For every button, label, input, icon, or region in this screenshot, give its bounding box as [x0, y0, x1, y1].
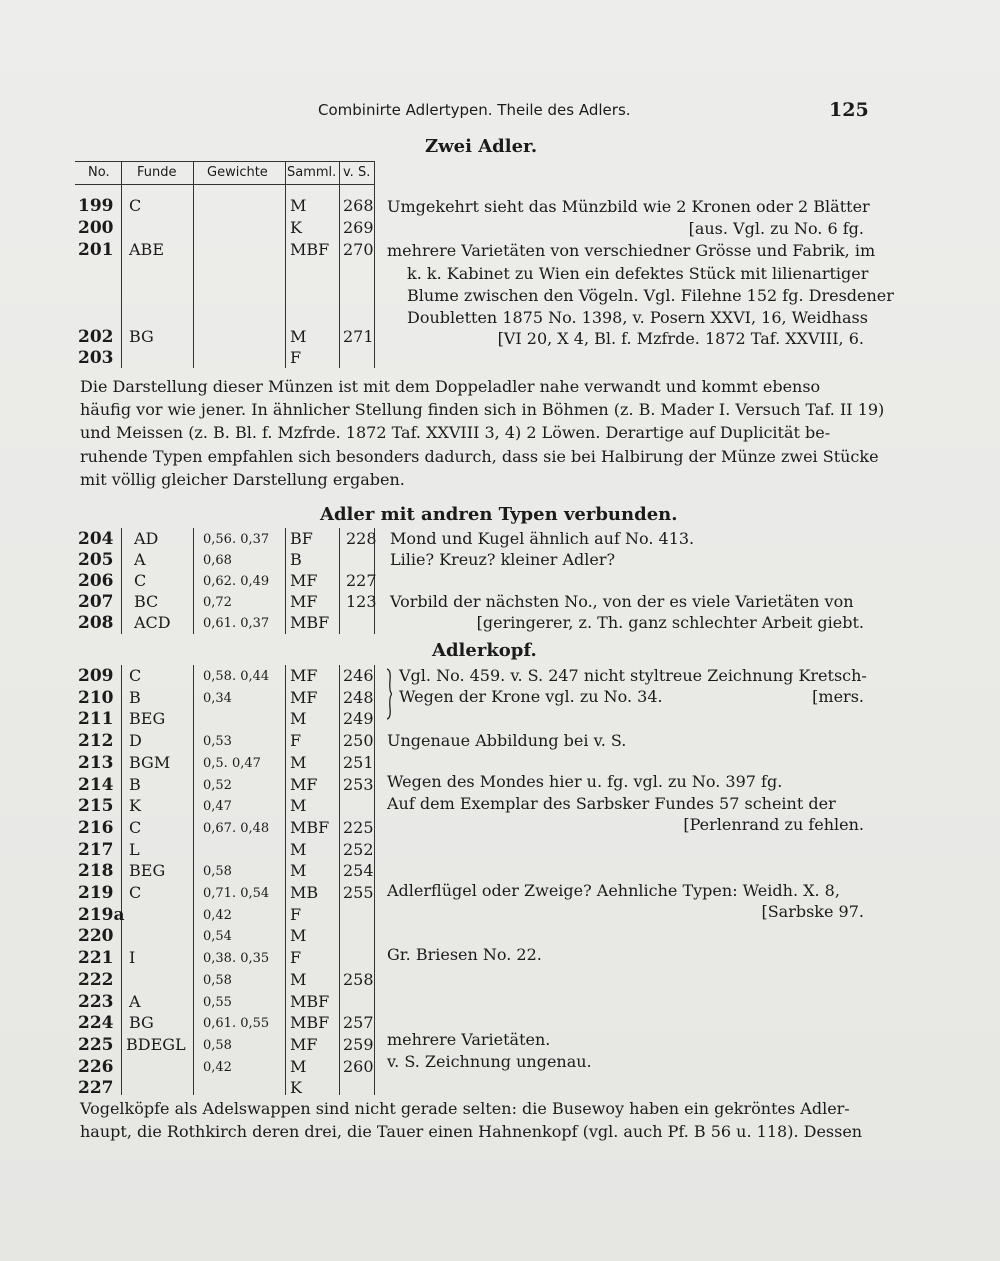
cell-gewichte: 0,34 [203, 690, 232, 706]
cell-no: 201 [78, 240, 114, 260]
cell-samml: MBF [290, 1013, 330, 1033]
cell-funde: C [129, 883, 142, 902]
cell-vs: 269 [343, 218, 374, 237]
note-line: Lilie? Kreuz? kleiner Adler? [390, 550, 616, 569]
running-title: Combinirte Adlertypen. Theile des Adlers. [318, 101, 631, 119]
cell-vs: 246 [343, 666, 374, 685]
note-line: Wegen der Krone vgl. zu No. 34. [399, 687, 663, 706]
cell-funde: C [129, 196, 142, 215]
cell-samml: M [290, 709, 307, 729]
cell-samml: K [290, 1078, 302, 1098]
cell-no: 209 [78, 666, 114, 686]
cell-no: 210 [78, 687, 114, 708]
cell-vs: 258 [343, 969, 374, 989]
cell-gewichte: 0,56. 0,37 [203, 532, 270, 547]
cell-no: 205 [78, 550, 114, 570]
cell-funde: I [129, 948, 136, 968]
note-line: Doubletten 1875 No. 1398, v. Posern XXVI, 16, Weidhass [407, 308, 868, 327]
cell-no: 227 [78, 1078, 114, 1099]
column-rule [121, 528, 122, 634]
note-line: [aus. Vgl. zu No. 6 fg. [688, 219, 864, 238]
cell-samml: M [290, 327, 307, 346]
cell-vs: 250 [343, 731, 374, 751]
cell-no: 219a [78, 904, 125, 925]
cell-vs: 271 [343, 327, 374, 346]
cell-funde: ACD [134, 613, 171, 632]
cell-no: 221 [78, 948, 114, 969]
note-line: [mers. [812, 687, 864, 706]
note-line: Ungenaue Abbildung bei v. S. [387, 731, 627, 750]
column-rule [193, 665, 194, 1095]
cell-vs: 251 [343, 752, 374, 772]
cell-samml: K [290, 218, 302, 237]
cell-vs: 228 [346, 529, 377, 548]
cell-funde: BEG [129, 709, 166, 729]
section-heading: Adlerkopf. [432, 640, 537, 661]
cell-no: 203 [78, 348, 114, 368]
cell-gewichte: 0,5. 0,47 [203, 755, 261, 771]
cell-gewichte: 0,58 [203, 864, 232, 880]
note-line: Vgl. No. 459. v. S. 247 nicht styltreue Zeichnung Kretsch- [399, 666, 867, 685]
note-line: Vorbild der nächsten No., von der es viele Varietäten von [390, 592, 854, 611]
cell-no: 223 [78, 991, 114, 1012]
cell-no: 225 [78, 1034, 114, 1055]
body-paragraph: Vogelköpfe als Adelswappen sind nicht gerade selten: die Busewoy haben ein gekröntes Adler- haupt, die Rothkirch deren drei, die Tauer einen Hahnenkopf (vgl. auch Pf. B 56 u. 118). Dessen [80, 1099, 863, 1142]
cell-samml: F [290, 904, 302, 924]
cell-samml: M [290, 752, 307, 772]
cell-gewichte: 0,58 [203, 972, 232, 988]
cell-no: 213 [78, 752, 114, 773]
cell-no: 220 [78, 926, 114, 947]
cell-no: 214 [78, 774, 114, 795]
cell-vs: 227 [346, 571, 377, 590]
cell-vs: 225 [343, 817, 374, 837]
note-line: [Perlenrand zu fehlen. [683, 815, 864, 834]
cell-samml: M [290, 796, 307, 816]
column-rule [121, 665, 122, 1095]
cell-gewichte: 0,72 [203, 595, 232, 610]
cell-samml: MF [290, 774, 318, 794]
cell-no: 222 [78, 969, 114, 990]
column-rule [374, 161, 375, 368]
cell-funde: AD [134, 529, 159, 548]
note-line: v. S. Zeichnung ungenau. [387, 1052, 592, 1071]
note-line: mehrere Varietäten von verschiedner Grösse und Fabrik, im [387, 241, 876, 260]
column-rule [339, 528, 340, 634]
cell-funde: B [129, 774, 141, 794]
cell-samml: M [290, 969, 307, 989]
cell-vs: 257 [343, 1013, 374, 1033]
cell-no: 202 [78, 327, 114, 347]
cell-vs: 260 [343, 1056, 374, 1076]
cell-gewichte: 0,54 [203, 929, 232, 945]
column-rule [285, 161, 286, 368]
cell-funde: C [129, 817, 142, 837]
note-line: Umgekehrt sieht das Münzbild wie 2 Kronen oder 2 Blätter [387, 197, 870, 216]
body-paragraph: Die Darstellung dieser Münzen ist mit dem Doppeladler nahe verwandt und kommt ebenso häufig vor wie jener. In ähnlicher Stellung finden sich in Böhmen (z. B. Mader I. Versuch Taf. II 19) und Meissen (z. B. Bl. f. Mzfrde. 1872 Taf. XXVIII 3, 4) 2 Löwen. Derartige auf Duplicität be- ruhende Typen empfahlen sich besonders dadurch, dass sie bei Halbirung der Münze zwei Stücke mit völlig gleicher Darstellung ergaben. [80, 377, 885, 489]
cell-gewichte: 0,52 [203, 777, 232, 793]
page-number: 125 [829, 99, 869, 121]
column-header-vs: v. S. [343, 165, 371, 180]
section-heading: Zwei Adler. [425, 136, 538, 157]
cell-gewichte: 0,58 [203, 1037, 232, 1053]
curly-brace-icon [386, 668, 392, 720]
column-rule [285, 665, 286, 1095]
cell-no: 206 [78, 571, 114, 591]
cell-samml: M [290, 839, 307, 859]
cell-samml: MBF [290, 613, 330, 632]
cell-gewichte: 0,67. 0,48 [203, 820, 270, 836]
cell-samml: M [290, 926, 307, 946]
cell-funde: K [129, 796, 141, 816]
cell-samml: MBF [290, 991, 330, 1011]
note-line: [Sarbske 97. [761, 902, 864, 921]
cell-funde: L [129, 839, 140, 859]
cell-gewichte: 0,42 [203, 907, 232, 923]
cell-no: 211 [78, 709, 114, 730]
cell-no: 226 [78, 1056, 114, 1077]
cell-gewichte: 0,62. 0,49 [203, 574, 270, 589]
cell-samml: MF [290, 1034, 318, 1054]
cell-funde: BC [134, 592, 159, 611]
cell-vs: 123 [346, 592, 377, 611]
cell-vs: 252 [343, 839, 374, 859]
cell-samml: BF [290, 529, 313, 548]
cell-vs: 248 [343, 687, 374, 707]
cell-vs: 259 [343, 1034, 374, 1054]
cell-no: 216 [78, 817, 114, 838]
note-line: [VI 20, X 4, Bl. f. Mzfrde. 1872 Taf. XXVIII, 6. [497, 329, 864, 348]
cell-funde: C [134, 571, 147, 590]
note-line: Adlerflügel oder Zweige? Aehnliche Typen: Weidh. X. 8, [387, 881, 840, 900]
cell-vs: 249 [343, 709, 374, 729]
cell-samml: F [290, 348, 302, 367]
column-rule [374, 665, 375, 1095]
cell-samml: MB [290, 883, 319, 902]
column-rule [285, 528, 286, 634]
column-rule [339, 665, 340, 1095]
cell-funde: BEG [129, 861, 166, 881]
cell-no: 200 [78, 218, 114, 238]
cell-funde: BG [129, 1013, 154, 1033]
column-rule [193, 528, 194, 634]
cell-no: 219 [78, 883, 114, 903]
table-header [75, 161, 374, 185]
cell-samml: MF [290, 687, 318, 707]
cell-funde: B [129, 687, 141, 707]
cell-no: 207 [78, 592, 114, 612]
cell-funde: A [134, 550, 146, 569]
cell-funde: ABE [129, 240, 164, 259]
note-line: Wegen des Mondes hier u. fg. vgl. zu No. 397 fg. [387, 772, 783, 791]
cell-gewichte: 0,61. 0,37 [203, 616, 270, 631]
cell-no: 224 [78, 1013, 114, 1034]
cell-gewichte: 0,68 [203, 553, 232, 568]
column-header-no: No. [88, 165, 110, 180]
cell-no: 215 [78, 796, 114, 817]
cell-no: 208 [78, 613, 114, 633]
column-rule [193, 161, 194, 368]
cell-gewichte: 0,53 [203, 734, 232, 750]
cell-funde: C [129, 666, 142, 685]
column-rule [121, 161, 122, 368]
cell-vs: 268 [343, 196, 374, 215]
note-line: mehrere Varietäten. [387, 1030, 551, 1049]
cell-no: 199 [78, 196, 114, 216]
note-line: Blume zwischen den Vögeln. Vgl. Filehne 152 fg. Dresdener [407, 286, 894, 305]
column-header-gewichte: Gewichte [207, 165, 268, 180]
cell-samml: M [290, 1056, 307, 1076]
cell-samml: MBF [290, 817, 330, 837]
cell-gewichte: 0,58. 0,44 [203, 669, 270, 684]
cell-samml: MBF [290, 240, 330, 259]
cell-samml: MF [290, 666, 318, 685]
cell-gewichte: 0,61. 0,55 [203, 1016, 270, 1032]
note-line: Auf dem Exemplar des Sarbsker Fundes 57 scheint der [387, 794, 836, 813]
note-line: k. k. Kabinet zu Wien ein defektes Stück mit lilienartiger [407, 264, 869, 283]
cell-samml: MF [290, 571, 318, 590]
cell-funde: BDEGL [126, 1034, 186, 1054]
column-header-samml: Samml. [287, 165, 337, 180]
section-heading: Adler mit andren Typen verbunden. [320, 504, 678, 525]
cell-vs: 253 [343, 774, 374, 794]
cell-samml: M [290, 196, 307, 215]
cell-no: 217 [78, 839, 114, 860]
note-line: Mond und Kugel ähnlich auf No. 413. [390, 529, 695, 548]
note-line: [geringerer, z. Th. ganz schlechter Arbeit giebt. [476, 613, 864, 632]
cell-funde: D [129, 731, 142, 751]
cell-vs: 270 [343, 240, 374, 259]
cell-gewichte: 0,55 [203, 994, 232, 1010]
cell-samml: MF [290, 592, 318, 611]
cell-vs: 255 [343, 883, 374, 902]
cell-no: 212 [78, 731, 114, 752]
cell-gewichte: 0,47 [203, 799, 232, 815]
cell-gewichte: 0,42 [203, 1059, 232, 1075]
cell-samml: F [290, 731, 302, 751]
cell-funde: BGM [129, 752, 171, 772]
cell-no: 218 [78, 861, 114, 882]
cell-gewichte: 0,71. 0,54 [203, 886, 270, 901]
column-header-funde: Funde [137, 165, 177, 180]
cell-vs: 254 [343, 861, 374, 881]
column-rule [339, 161, 340, 368]
cell-gewichte: 0,38. 0,35 [203, 951, 270, 967]
cell-funde: BG [129, 327, 154, 346]
cell-no: 204 [78, 529, 114, 549]
cell-samml: B [290, 550, 302, 569]
cell-funde: A [129, 991, 141, 1011]
cell-samml: F [290, 948, 302, 968]
cell-samml: M [290, 861, 307, 881]
note-line: Gr. Briesen No. 22. [387, 945, 542, 964]
